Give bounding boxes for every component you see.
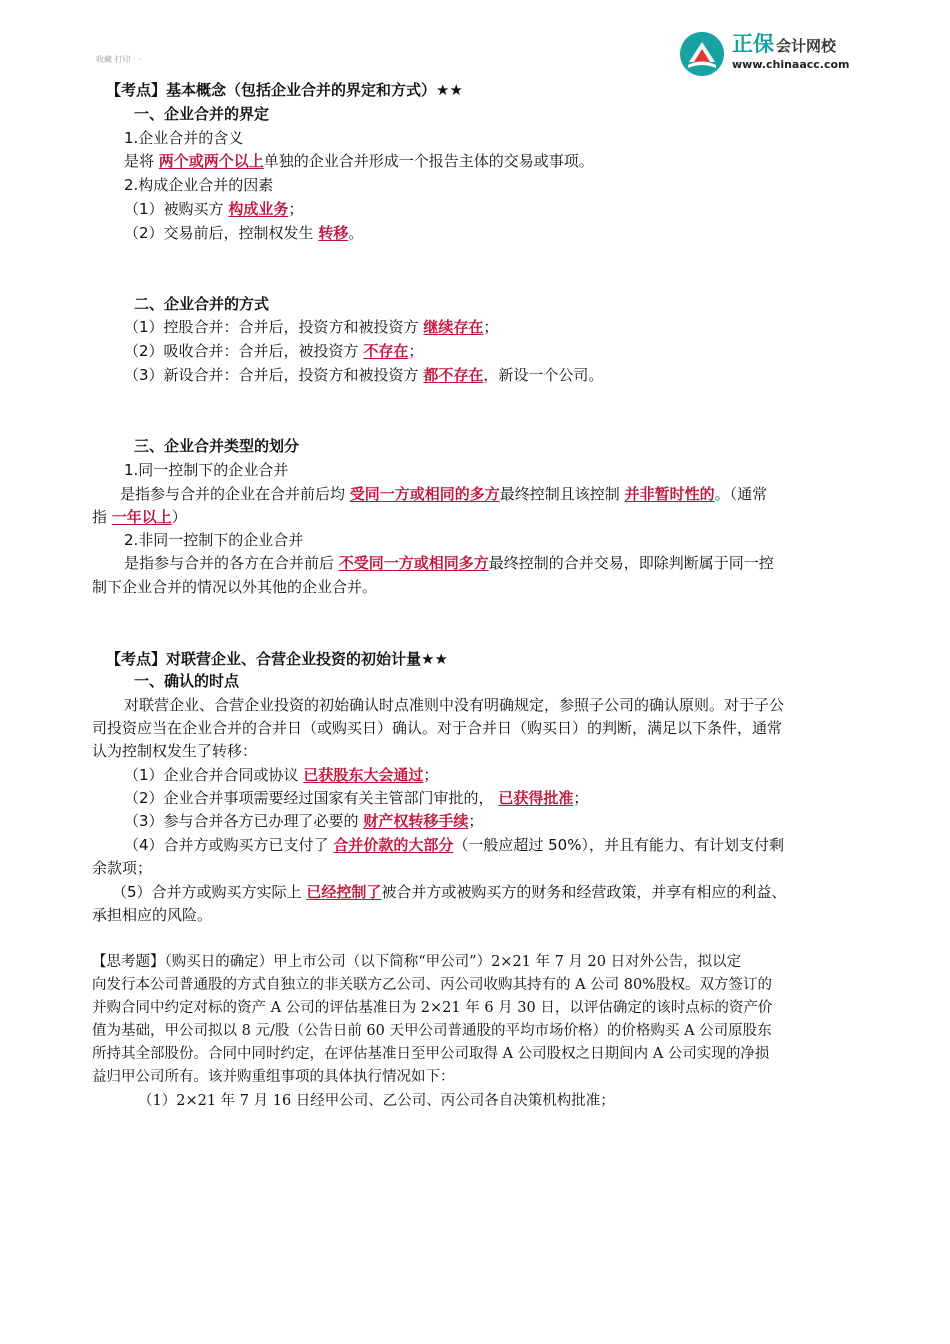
highlight-term: 已获股东大会通过 [303, 766, 424, 784]
section1-heading-3: 三、企业合并类型的划分 [134, 437, 300, 455]
type-2-title: 2.非同一控制下的企业合并 [124, 531, 304, 549]
text-span: 。（通常 [714, 485, 768, 503]
highlight-term: 都不存在 [423, 366, 484, 384]
text-span: 被合并方或被购买方的财务和经营政策，并享有相应的利益、 [381, 883, 787, 901]
think-line-3: 并购合同中约定对标的资产 A 公司的评估基准日为 2×21 年 6 月 30 日，以评估确定的该时点标的资产价 [92, 1000, 773, 1016]
highlight-term: 受同一方或相同的多方 [349, 485, 500, 503]
section2-title-prefix: 【考点】 [106, 650, 167, 668]
highlight-term: 构成业务 [228, 200, 289, 218]
method-1 [124, 317, 498, 337]
section2-para-line-1: 对联营企业、合营企业投资的初始确认时点准则中没有明确规定，参照子公司的确认原则。对于子公 [124, 696, 785, 714]
text-span: ； [468, 812, 484, 830]
section1-title [106, 80, 463, 100]
section2-para-line-3: 认为控制权发生了转移： [92, 742, 258, 760]
type-1-line-2 [92, 507, 187, 527]
text-span: ； [483, 318, 499, 336]
section1-sub-1: 1.企业合并的含义 [124, 129, 244, 147]
text-span: 单独的企业合并形成一个报告主体的交易或事项。 [263, 152, 594, 170]
logo-brand-main: 正保 [732, 32, 774, 56]
think-line-1: 【思考题】（购买日的确定）甲上市公司（以下简称“甲公司”）2×21 年 7 月 20 日对外公告，拟以定 [92, 954, 742, 970]
chinaacc-logo [680, 30, 880, 78]
section1-heading-2: 二、企业合并的方式 [134, 295, 270, 313]
think-line-5: 所持其全部股份。合同中同时约定，在评估基准日至甲公司取得 A 公司股权之日期间内 A 公司实现的净损 [92, 1046, 770, 1062]
section1-heading-1: 一、企业合并的界定 [134, 105, 270, 123]
highlight-term: 转移 [318, 224, 349, 242]
text-span: ； [408, 342, 424, 360]
text-span: （3）参与合并各方已办理了必要的 [124, 812, 364, 830]
section1-s1-line [124, 151, 594, 171]
section1-title-text: 基本概念（包括企业合并的界定和方式）★★ [166, 81, 463, 99]
factor-2 [124, 223, 363, 243]
section2-title [106, 649, 448, 669]
text-span: （3）新设合并：合并后，投资方和被投资方 [124, 366, 424, 384]
text-span: （2）吸收合并：合并后，被投资方 [124, 342, 364, 360]
highlight-term: 继续存在 [423, 318, 484, 336]
think-line-4: 值为基础，甲公司拟以 8 元/股（公告日前 60 天甲公司普通股的平均市场价格）的价格购买 A 公司原股东 [92, 1023, 772, 1039]
highlight-term: 财产权转移手续 [363, 812, 469, 830]
text-span: （2）企业合并事项需要经过国家有关主管部门审批的， [124, 789, 499, 807]
highlight-term: 已获得批准 [498, 789, 574, 807]
text-span: 最终控制的合并交易，即除判断属于同一控 [488, 554, 774, 572]
header-fragment: 收藏 打印 · · [96, 55, 141, 64]
logo-brand [732, 32, 836, 58]
condition-4-cont: 余款项； [92, 859, 153, 877]
condition-4 [124, 835, 784, 855]
text-span: 。 [348, 224, 364, 242]
highlight-term: 已经控制了 [306, 883, 382, 901]
highlight-term: 并非暂时性的 [624, 485, 715, 503]
type-2-line-1 [124, 553, 774, 573]
highlight-term: 一年以上 [111, 508, 172, 526]
text-span: （1）企业合并合同或协议 [124, 766, 304, 784]
text-span: ，新设一个公司。 [483, 366, 604, 384]
text-span: （2）交易前后，控制权发生 [124, 224, 319, 242]
method-2 [124, 341, 423, 361]
condition-5-cont: 承担相应的风险。 [92, 906, 213, 924]
type-1-line-1 [120, 484, 767, 504]
text-span: （一般应超过 50%），并且有能力、有计划支付剩 [453, 836, 784, 854]
text-span: 是将 [124, 152, 159, 170]
text-span: 是指参与合并的各方在合并前后 [124, 554, 339, 572]
text-span: （1）被购买方 [124, 200, 229, 218]
section1-sub-2: 2.构成企业合并的因素 [124, 176, 274, 194]
text-span: （4）合并方或购买方已支付了 [124, 836, 334, 854]
highlight-term: 合并价款的大部分 [333, 836, 454, 854]
section2-heading-1: 一、确认的时点 [134, 672, 240, 690]
text-span: ； [573, 789, 589, 807]
method-3 [124, 365, 603, 385]
type-2-line-2: 制下企业合并的情况以外其他的企业合并。 [92, 578, 378, 596]
type-1-title: 1.同一控制下的企业合并 [124, 461, 289, 479]
text-span: 指 [92, 508, 112, 526]
text-span: ； [288, 200, 304, 218]
section2-para-line-2: 司投资应当在企业合并的合并日（或购买日）确认。对于合并日（购买日）的判断，满足以下条件，通常 [92, 719, 783, 737]
condition-1 [124, 765, 438, 785]
highlight-term: 不存在 [363, 342, 409, 360]
text-span: （1）控股合并：合并后，投资方和被投资方 [124, 318, 424, 336]
condition-3 [124, 811, 483, 831]
factor-1 [124, 199, 303, 219]
section2-title-text: 对联营企业、合营企业投资的初始计量★★ [166, 650, 448, 668]
think-line-6: 益归甲公司所有。该并购重组事项的具体执行情况如下： [92, 1069, 455, 1085]
section1-title-prefix: 【考点】 [106, 81, 167, 99]
condition-2 [124, 788, 588, 808]
text-span: ） [171, 508, 187, 526]
logo-emblem-icon [680, 32, 724, 76]
text-span: （5）合并方或购买方实际上 [112, 883, 307, 901]
condition-5 [112, 882, 786, 902]
highlight-term: 不受同一方或相同多方 [338, 554, 489, 572]
highlight-term: 两个或两个以上 [158, 152, 264, 170]
think-line-7: （1）2×21 年 7 月 16 日经甲公司、乙公司、丙公司各自决策机构批准； [138, 1093, 615, 1109]
text-span: 最终控制且该控制 [499, 485, 625, 503]
logo-url: www.chinaacc.com [732, 58, 850, 71]
think-line-2: 向发行本公司普通股的方式自独立的非关联方乙公司、丙公司收购其持有的 A 公司 80%股权。双方签订的 [92, 977, 773, 993]
text-span: 是指参与合并的企业在合并前后均 [120, 485, 350, 503]
logo-brand-sub: 会计网校 [776, 37, 837, 55]
text-span: ； [423, 766, 439, 784]
